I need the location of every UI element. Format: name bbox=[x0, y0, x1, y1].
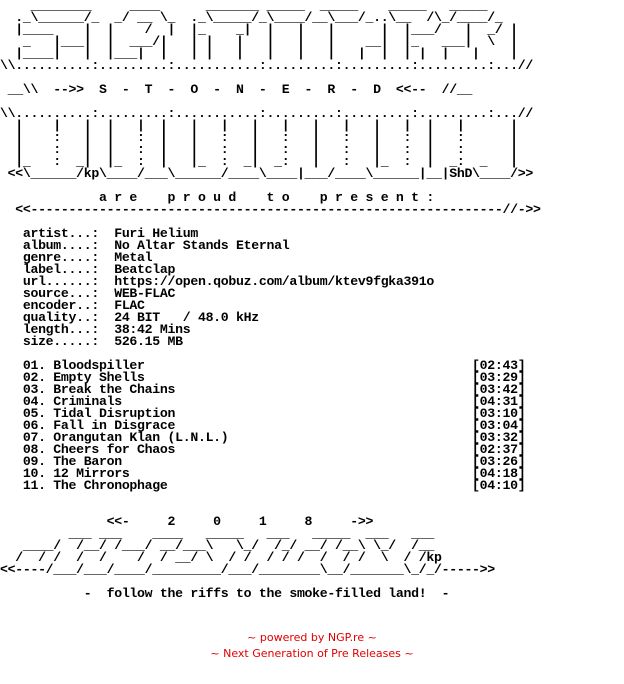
header-ascii-logo: ________ ____ _______ _____ _____ _____ _____ ._\______/_ _/ __ \_ ._\_____/_\____/__\___/_..\__ /\_/____/_ |____ | | / | |_ _| | | | | |___/ | _/ | _ |___| | ___/| | | | | | | __| |_ ___| \ | |____| | |___| | | | | | | | | | | | | | | \\..........:.........:...........:.........:.........:.........:...// __\\ -->> S - T - O - N - E - R - D <<-- //__ \\..........:.........:...........:.........:.........:.........:...// | | | | | | | | | | | | | | | | | | : | | : | | : | : | : | : | : | | : | | : | | : | : | : | : | : | |_ : _| |_ : | |_ : _| _: | : |_ : | _: _ | <<\______/kp\____/___\______/____\____|___/____\______|__|ShD\____/>> bbox=[0, 0, 533, 181]
footer bbox=[0, 630, 624, 662]
powered-by-line bbox=[0, 630, 624, 646]
present-banner: a r e p r o u d t o p r e s e n t : <<--------------------------------------------------------------//->> bbox=[15, 190, 541, 217]
powered-prefix: ~ powered by bbox=[247, 631, 328, 644]
tagline: - follow the riffs to the smoke-filled land! - bbox=[0, 586, 450, 601]
release-info: artist...: Furi Helium album....: No Altar Stands Eternal genre....: Metal label....: Beatclap url......: https://open.qobuz.com/album/ktev9fgka391o source...: WEB-FLAC encoder..: FLAC quality..: 24 BIT / 48.0 kHz length...: 38:42 Mins size.....: 526.15 MB bbox=[22, 226, 434, 349]
ngp-link[interactable]: NGP.re bbox=[327, 631, 365, 644]
footer-slogan: ~ Next Generation of Pre Releases ~ bbox=[210, 647, 414, 660]
tracklist: 01. Bloodspiller [02:43] 02. Empty Shells [03:29] 03. Break the Chains [03:42] 04. Criminals [04:31] 05. Tidal Disruption [03:10] 06. Fall in Disgrace [03:04] 07. Orangutan Klan (L.N.L.) [03:32] 08. Cheers for Chaos [02:37] 09. The Baron [03:26] 10. 12 Mirrors [04:18] 11. The Chronophage [04:10] bbox=[22, 358, 526, 493]
powered-suffix: ~ bbox=[364, 631, 377, 644]
year-ascii-art: <<- 2 0 1 8 ->> ___ ___ ____ _____ ___ _____ ___ ___ ____/ /__/ /___/ __/___\ \_/ /_/ __/ /__\ \_/ /__ / / / / / / / __/ \ / / / / / / / / \ / /kp <<----/___/___/____/_________/___/________\__/_______\_/_/----->> bbox=[0, 514, 495, 577]
